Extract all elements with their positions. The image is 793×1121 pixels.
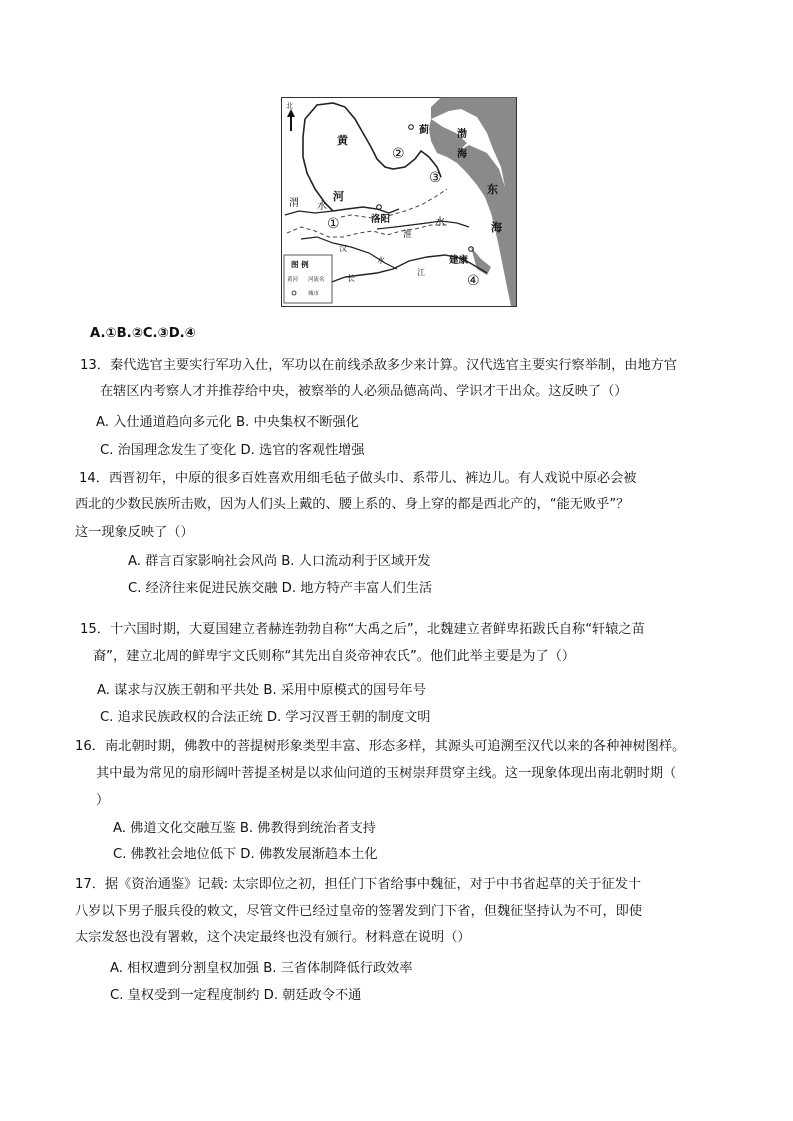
q17-stem-line-1: 17．据《资治通鉴》记载: 太宗即位之初，担任门下省给事中魏征，对于中书省起草的关于征发十 xyxy=(75,877,642,892)
q16-stem-line-3: ） xyxy=(96,793,110,808)
q15-options-line-1: A. 谋求与汉族王朝和平共处 B. 采用中原模式的国号年号 xyxy=(97,683,426,698)
q13-stem-line-2: 在辖区内考察人才并推荐给中央，被察举的人必须品德高尚、学识才干出众。这反映了（） xyxy=(100,384,628,399)
legend-river-desc: 河流名 xyxy=(308,277,325,283)
map-label-he: 河 xyxy=(333,190,344,203)
map-label-jiankang: 建康 xyxy=(449,255,469,266)
map-label-wei-shui: 水 xyxy=(317,201,327,212)
q13-stem-line-1: 13．秦代选官主要实行军功入仕，军功以在前线杀敌多少来计算。汉代选官主要实行察举制，由地方官 xyxy=(80,358,678,373)
map-label-dong: 东 xyxy=(487,183,498,196)
marker-3: ③ xyxy=(429,170,442,186)
q16-options-line-1: A. 佛道文化交融互鉴 B. 佛教得到统治者支持 xyxy=(113,821,376,836)
legend-river-name: 黄河 xyxy=(287,277,299,283)
q17-options-line-1: A. 相权遭到分割皇权加强 B. 三省体制降低行政效率 xyxy=(110,961,413,976)
q14-stem-line-1: 14．西晋初年，中原的很多百姓喜欢用细毛毡子做头巾、系带儿、裤边儿。有人戏说中原必会被 xyxy=(79,471,637,486)
q15-stem-line-2: 裔”，建立北周的鲜卑宇文氏则称“其先出自炎帝神农氏”。他们此举主要是为了（） xyxy=(93,649,576,664)
q12-options: A.①B.②C.③D.④ xyxy=(90,326,196,341)
q16-options-line-2: C. 佛教社会地位低下 D. 佛教发展渐趋本土化 xyxy=(113,847,378,862)
north-label: 北 xyxy=(286,102,293,110)
map-label-jiang: 江 xyxy=(417,268,425,277)
map-label-chang: 长 xyxy=(347,274,355,283)
map-label-bohai-sea: 海 xyxy=(457,149,467,160)
q13-options-line-1: A. 入仕通道趋向多元化 B. 中央集权不断强化 xyxy=(96,415,359,430)
map-label-huai-shui: 水 xyxy=(435,217,445,228)
legend-city-desc: 城市 xyxy=(308,291,320,297)
map-label-huang: 黄 xyxy=(337,134,348,147)
marker-4: ④ xyxy=(467,273,480,289)
q14-options-line-2: C. 经济往来促进民族交融 D. 地方特产丰富人们生活 xyxy=(128,581,433,596)
map-label-ji: 蓟 xyxy=(419,125,429,136)
q14-options-line-1: A. 群言百家影响社会风尚 B. 人口流动利于区域开发 xyxy=(128,554,431,569)
q15-stem-line-1: 15．十六国时期，大夏国建立者赫连勃勃自称“大禹之后”，北魏建立者鲜卑拓跋氏自称“轩辕之苗 xyxy=(80,622,645,637)
marker-1: ① xyxy=(327,216,340,232)
q17-stem-line-2: 八岁以下男子服兵役的敕文，尽管文件已经过皇帝的签署发到门下省，但魏征坚持认为不可，即使 xyxy=(75,904,643,919)
q16-stem-line-2: 其中最为常见的扇形阔叶菩提圣树是以求仙问道的玉树崇拜贯穿主线。这一现象体现出南北朝时期（ xyxy=(96,766,677,781)
map-label-wei: 渭 xyxy=(289,198,299,209)
map-label-han: 汉 xyxy=(339,244,347,253)
marker-2: ② xyxy=(392,146,405,162)
map-label-bo: 渤 xyxy=(457,129,467,140)
q16-stem-line-1: 16．南北朝时期，佛教中的菩提树形象类型丰富、形态多样，其源头可追溯至汉代以来的各种神树图样。 xyxy=(75,739,686,754)
map-label-east-sea: 海 xyxy=(491,221,502,234)
q17-stem-line-3: 太宗发怒也没有署敕，这个决定最终也没有颁行。材料意在说明（） xyxy=(75,930,471,945)
q14-stem-line-3: 这一现象反映了（） xyxy=(75,525,194,540)
q13-options-line-2: C. 治国理念发生了变化 D. 选官的客观性增强 xyxy=(100,443,365,458)
q14-stem-line-2: 西北的少数民族所击败，因为人们头上戴的、腰上系的、身上穿的都是西北产的，“能无败乎”？ xyxy=(75,497,630,512)
map-label-luoyang: 洛阳 xyxy=(371,214,391,225)
q15-options-line-2: C. 追求民族政权的合法正统 D. 学习汉晋王朝的制度文明 xyxy=(100,710,431,725)
map-label-huai: 淮 xyxy=(403,230,413,240)
historical-map xyxy=(281,97,517,307)
map-label-han-shui: 水 xyxy=(377,256,385,265)
q17-options-line-2: C. 皇权受到一定程度制约 D. 朝廷政令不通 xyxy=(110,988,362,1003)
legend-title: 图 例 xyxy=(291,260,309,269)
